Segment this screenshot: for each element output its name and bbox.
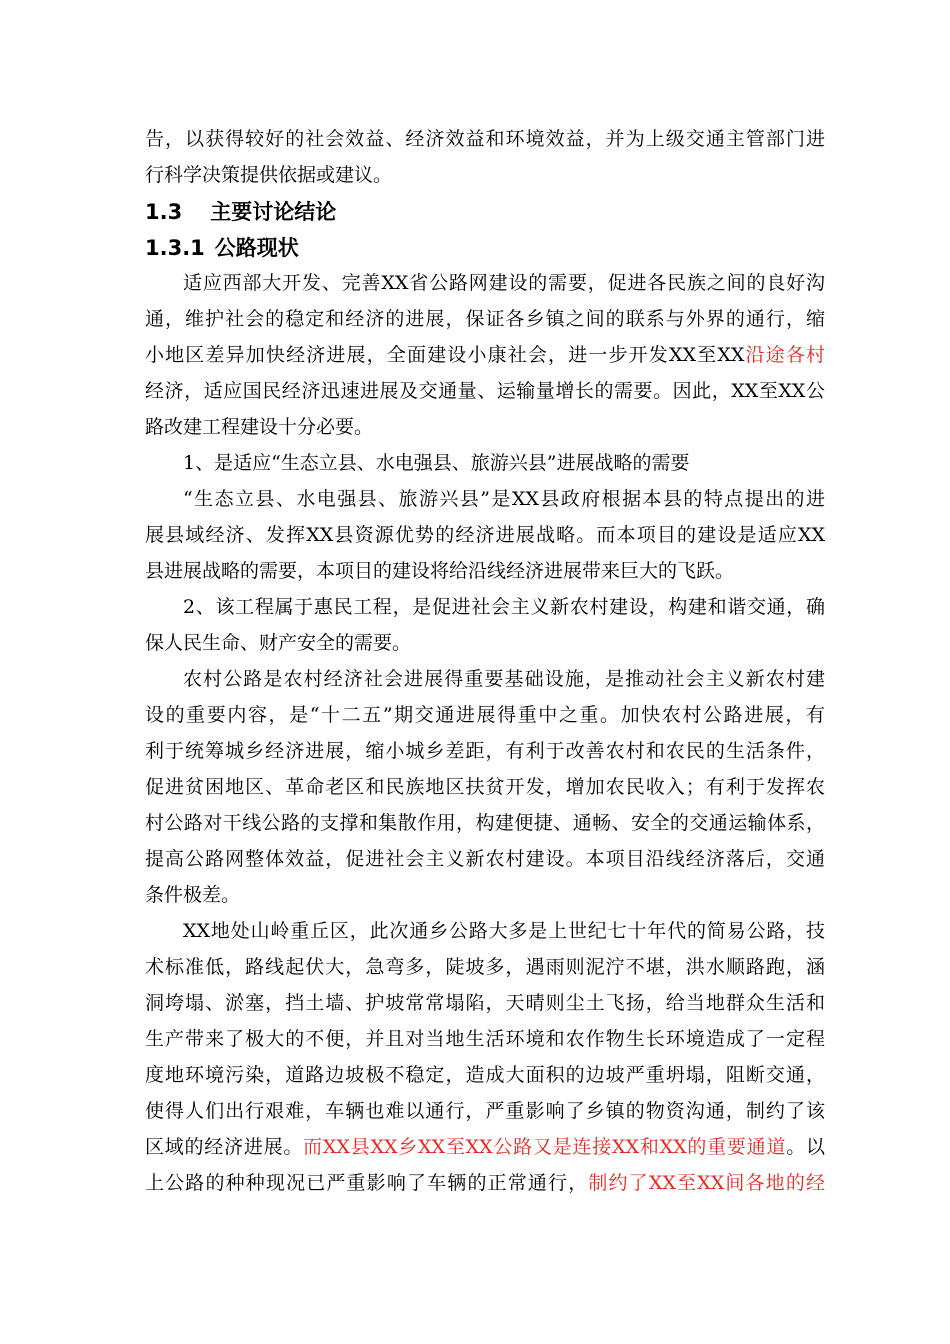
para2-line-4: 促进贫困地区、革命老区和民族地区扶贫开发，增加农民收入；有利于发挥农 bbox=[145, 776, 825, 798]
para3-highlight-text-1: 而XX县XX乡XX至XX公路又是连接XX和XX的重要通道 bbox=[303, 1136, 787, 1158]
item1-line-1: “生态立县、水电强县、旅游兴县”是XX县政府根据本县的特点提出的进 bbox=[183, 488, 825, 510]
para2-line-6: 提高公路网整体效益，促进社会主义新农村建设。本项目沿线经济落后，交通 bbox=[145, 848, 825, 870]
para3-line-7-text: 区域的经济进展。 bbox=[145, 1136, 304, 1158]
para1-line-2: 通，维护社会的稳定和经济的进展，保证各乡镇之间的联系与外界的通行，缩 bbox=[145, 308, 825, 330]
item2-line-1: 2、该工程属于惠民工程，是促进社会主义新农村建设，构建和谐交通，确 bbox=[183, 596, 825, 618]
para1-line-1: 适应西部大开发、完善XX省公路网建设的需要，促进各民族之间的良好沟 bbox=[183, 272, 825, 294]
para3-line-4: 生产带来了极大的不便，并且对当地生活环境和农作物生长环境造成了一定程 bbox=[145, 1028, 825, 1050]
para1-highlight-text: 沿途各村 bbox=[744, 344, 825, 366]
para3-line-7-end: 。以 bbox=[786, 1136, 825, 1158]
section-title: 主要讨论结论 bbox=[210, 200, 337, 224]
intro-line-2: 行科学决策提供依据或建议。 bbox=[145, 164, 393, 186]
para3-line-8-text: 上公路的种种现况已严重影响了车辆的正常通行， bbox=[145, 1172, 589, 1194]
intro-line-1: 告，以获得较好的社会效益、经济效益和环境效益，并为上级交通主管部门进 bbox=[145, 128, 825, 150]
para2-line-5: 村公路对干线公路的支撑和集散作用，构建便捷、通畅、安全的交通运输体系， bbox=[145, 812, 825, 834]
subsection-number: 1.3.1 bbox=[145, 236, 205, 260]
para2-line-7: 条件极差。 bbox=[145, 884, 241, 906]
para1-line-3 bbox=[145, 343, 825, 367]
subsection-title: 公路现状 bbox=[214, 236, 299, 260]
item1-heading: 1、是适应“生态立县、水电强县、旅游兴县”进展战略的需要 bbox=[183, 452, 690, 474]
para3-line-6: 使得人们出行艰难，车辆也难以通行，严重影响了乡镇的物资沟通，制约了该 bbox=[145, 1100, 825, 1122]
para3-line-2: 术标准低，路线起伏大，急弯多，陡坡多，遇雨则泥泞不堪，洪水顺路跑，涵 bbox=[145, 956, 825, 978]
para3-line-5: 度地环境污染，道路边坡极不稳定，造成大面积的边坡严重坍塌，阻断交通， bbox=[145, 1064, 825, 1086]
para1-line-4: 经济，适应国民经济迅速进展及交通量、运输量增长的需要。因此，XX至XX公 bbox=[145, 380, 825, 402]
para3-line-1: XX地处山岭重丘区，此次通乡公路大多是上世纪七十年代的简易公路，技 bbox=[183, 920, 825, 942]
item2-line-2: 保人民生命、财产安全的需要。 bbox=[145, 632, 412, 654]
para3-line-3: 洞垮塌、淤塞，挡土墙、护坡常常塌陷，天晴则尘土飞扬，给当地群众生活和 bbox=[145, 992, 825, 1014]
item1-line-2: 展县域经济、发挥XX县资源优势的经济进展战略。而本项目的建设是适应XX bbox=[145, 524, 825, 546]
section-heading-1-3-1 bbox=[145, 235, 299, 261]
item1-line-3: 县进展战略的需要，本项目的建设将给沿线经济进展带来巨大的飞跃。 bbox=[145, 560, 735, 582]
para2-line-2: 设的重要内容，是“十二五”期交通进展得重中之重。加快农村公路进展，有 bbox=[145, 704, 825, 726]
para1-line-5: 路改建工程建设十分必要。 bbox=[145, 416, 374, 438]
para3-line-8 bbox=[145, 1171, 825, 1195]
section-heading-1-3 bbox=[145, 199, 336, 225]
para2-line-3: 利于统筹城乡经济进展，缩小城乡差距，有利于改善农村和农民的生活条件， bbox=[145, 740, 825, 762]
section-number: 1.3 bbox=[145, 200, 183, 224]
para2-line-1: 农村公路是农村经济社会进展得重要基础设施，是推动社会主义新农村建 bbox=[183, 668, 825, 690]
para1-line-3-text: 小地区差异加快经济进展，全面建设小康社会，进一步开发XX至XX bbox=[145, 344, 745, 366]
para3-line-7 bbox=[145, 1135, 825, 1159]
para3-highlight-text-2: 制约了XX至XX间各地的经 bbox=[588, 1172, 825, 1194]
